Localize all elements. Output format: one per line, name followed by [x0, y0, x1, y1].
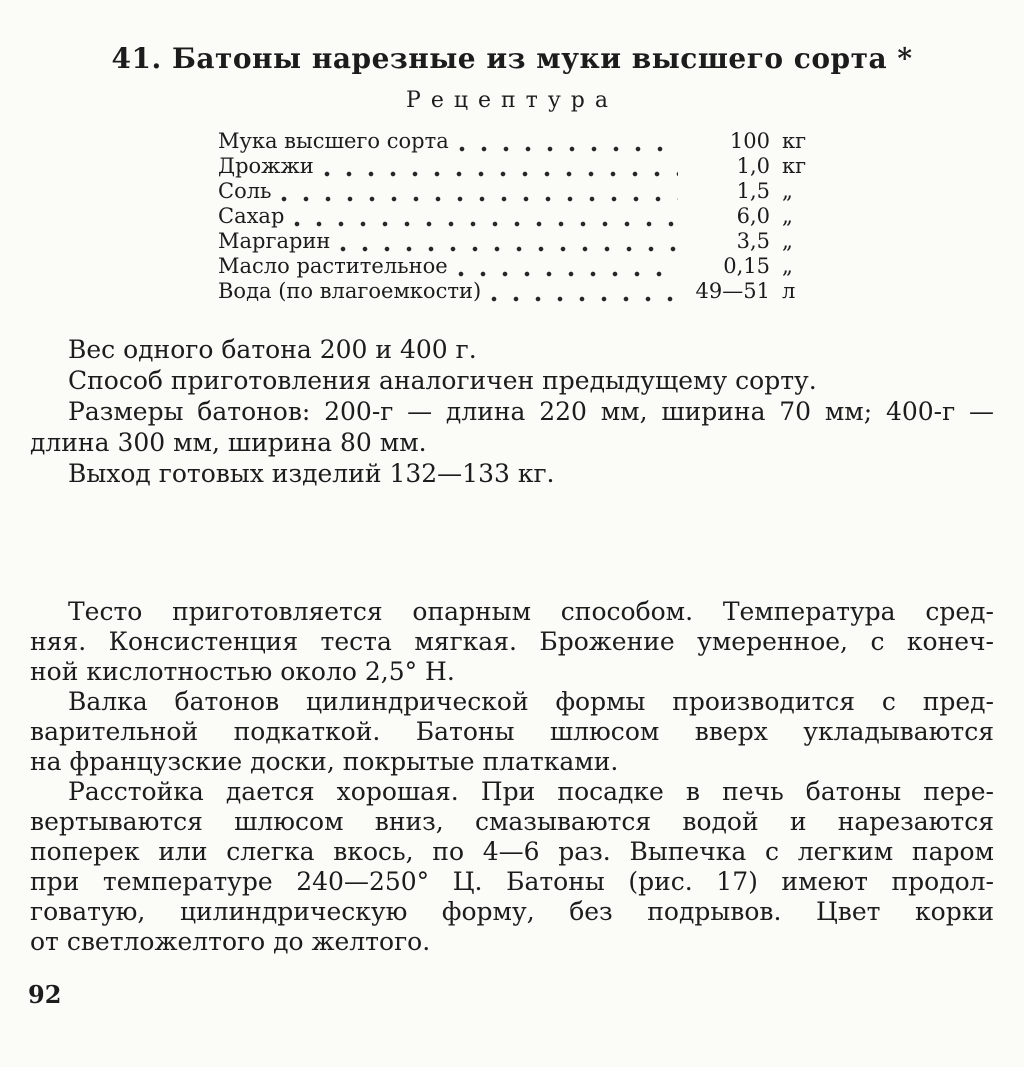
- page-title: 41. Батоны нарезные из муки высшего сорта *: [111, 42, 913, 75]
- ingredient-unit: „: [782, 229, 793, 253]
- table-row: [218, 179, 826, 204]
- ingredient-quantity: 3,5: [736, 229, 770, 253]
- paragraph-line: поперек или слегка вкось, по 4—6 раз. Выпечка с легким паром: [30, 837, 994, 866]
- table-row: [218, 154, 826, 179]
- ingredient-table: [218, 129, 826, 304]
- ingredient-quantity: 1,0: [736, 154, 770, 178]
- ingredient-name: Соль: [218, 179, 272, 203]
- paragraph-line: длина 300 мм, ширина 80 мм.: [30, 428, 427, 457]
- ingredient-unit: кг: [782, 154, 807, 178]
- production-paragraphs: [30, 597, 994, 957]
- ingredient-unit: кг: [782, 129, 807, 153]
- ingredient-name: Маргарин: [218, 229, 331, 253]
- paragraph-line: от светложелтого до желтого.: [30, 927, 431, 956]
- dot-leader: [324, 167, 678, 177]
- paragraph-line: няя. Консистенция теста мягкая. Брожение умеренное, с конеч-: [30, 627, 994, 656]
- paragraph-line: Выход готовых изделий 132—133 кг.: [68, 459, 555, 488]
- ingredient-unit: „: [782, 204, 793, 228]
- ingredient-name: Масло растительное: [218, 254, 448, 278]
- table-row: [218, 204, 826, 229]
- paragraph-line: Валка батонов цилиндрической формы производится с пред-: [68, 687, 994, 716]
- table-row: [218, 229, 826, 254]
- paragraph-line: Расстойка дается хорошая. При посадке в печь батоны пере-: [68, 777, 994, 806]
- paragraph-line: ной кислотностью около 2,5° Н.: [30, 657, 455, 686]
- dot-leader: [459, 142, 678, 152]
- summary-paragraphs: [30, 334, 994, 489]
- ingredient-unit: „: [782, 254, 793, 278]
- table-row: [218, 254, 826, 279]
- ingredient-name: Мука высшего сорта: [218, 129, 449, 153]
- paragraph-line: Вес одного батона 200 и 400 г.: [68, 335, 477, 364]
- paragraph-line: вертываются шлюсом вниз, смазываются водой и нарезаются: [30, 807, 994, 836]
- paragraph-line: Тесто приготовляется опарным способом. Температура сред-: [68, 597, 994, 626]
- ingredient-quantity: 49—51: [695, 279, 770, 303]
- table-row: [218, 279, 826, 304]
- ingredient-unit: л: [782, 279, 796, 303]
- ingredient-quantity: 1,5: [736, 179, 770, 203]
- paragraph-line: Способ приготовления аналогичен предыдущему сорту.: [68, 366, 817, 395]
- recipe-section-heading: Рецептура: [406, 88, 618, 113]
- dot-leader: [340, 242, 678, 252]
- paragraph-line: на французские доски, покрытые платками.: [30, 747, 619, 776]
- ingredient-quantity: 6,0: [736, 204, 770, 228]
- ingredient-unit: „: [782, 179, 793, 203]
- dot-leader: [491, 292, 678, 302]
- dot-leader: [281, 192, 678, 202]
- ingredient-quantity: 100: [729, 129, 770, 153]
- table-row: [218, 129, 826, 154]
- ingredient-name: Дрожжи: [218, 154, 314, 178]
- ingredient-name: Сахар: [218, 204, 285, 228]
- dot-leader: [294, 217, 678, 227]
- paragraph-line: говатую, цилиндрическую форму, без подрывов. Цвет корки: [30, 897, 994, 926]
- page-number: 92: [28, 980, 62, 1009]
- paragraph-line: варительной подкаткой. Батоны шлюсом вверх укладываются: [30, 717, 994, 746]
- paragraph-line: при температуре 240—250° Ц. Батоны (рис. 17) имеют продол-: [30, 867, 994, 896]
- paragraph-line: Размеры батонов: 200-г — длина 220 мм, ширина 70 мм; 400-г —: [68, 397, 994, 426]
- ingredient-quantity: 0,15: [723, 254, 770, 278]
- ingredient-name: Вода (по влагоемкости): [218, 279, 482, 303]
- dot-leader: [458, 267, 678, 277]
